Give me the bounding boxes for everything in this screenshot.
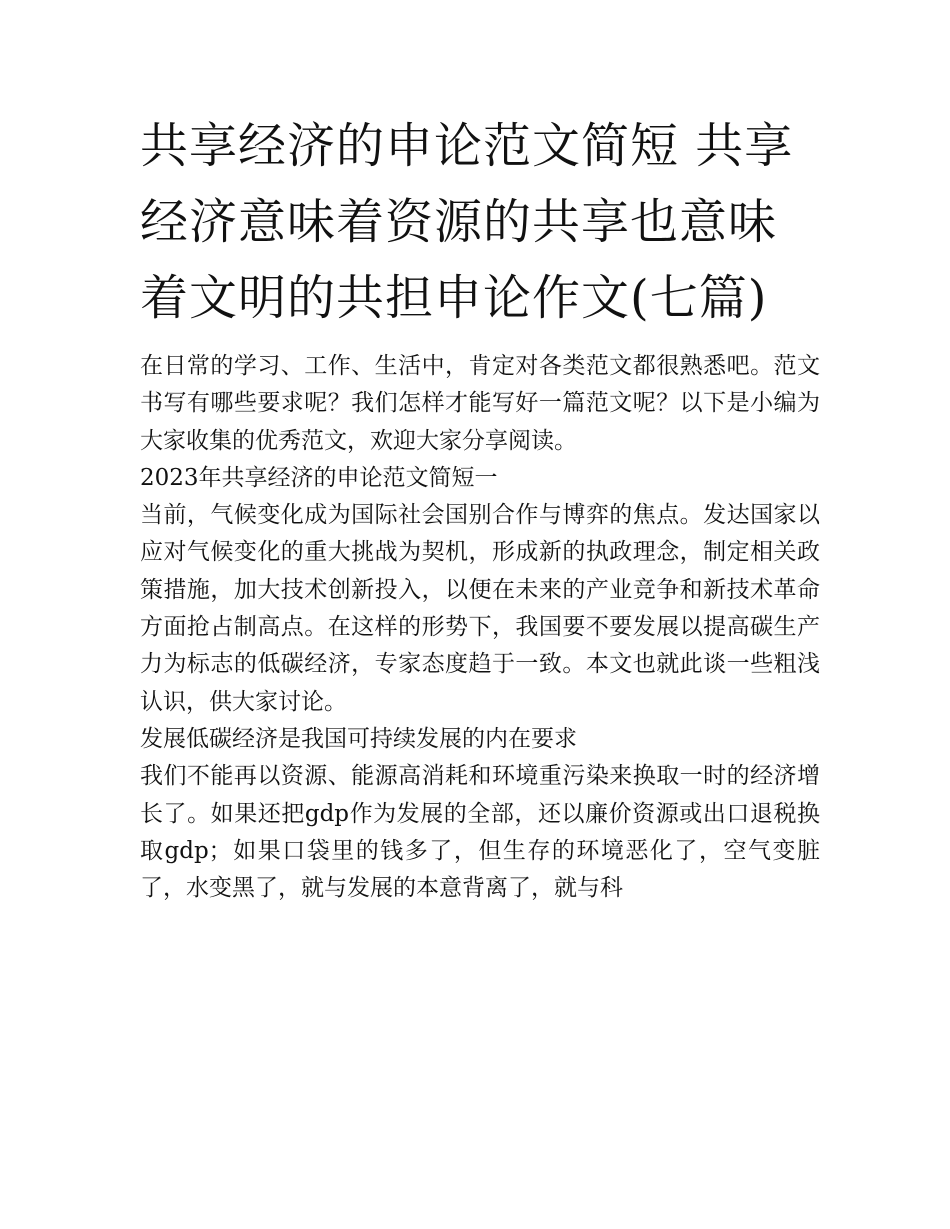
document-page bbox=[140, 108, 820, 907]
document-title: 共享经济的申论范文简短 共享经济意味着资源的共享也意味着文明的共担申论作文(七篇) bbox=[140, 118, 794, 326]
section-heading: 2023年共享经济的申论范文简短一 bbox=[140, 464, 498, 491]
intro-paragraph: 在日常的学习、工作、生活中，肯定对各类范文都很熟悉吧。范文书写有哪些要求呢？我们怎样才能写好一篇范文呢？以下是小编为大家收集的优秀范文，欢迎大家分享阅读。 bbox=[140, 353, 820, 454]
document-body bbox=[140, 348, 820, 907]
subsection-heading: 发展低碳经济是我国可持续发展的内在要求 bbox=[140, 725, 577, 752]
body-paragraph: 当前，气候变化成为国际社会国别合作与博弈的焦点。发达国家以应对气候变化的重大挑战为契机，形成新的执政理念，制定相关政策措施，加大技术创新投入，以便在未来的产业竞争和新技术革命方面抢占制高点。在这样的形势下，我国要不要发展以提高碳生产力为标志的低碳经济，专家态度趋于一致。本文也就此谈一些粗浅认识，供大家讨论。 bbox=[140, 502, 820, 715]
body-paragraph: 我们不能再以资源、能源高消耗和环境重污染来换取一时的经济增长了。如果还把gdp作为发展的全部，还以廉价资源或出口退税换取gdp；如果口袋里的钱多了，但生存的环境恶化了，空气变脏了，水变黑了，就与发展的本意背离了，就与科 bbox=[140, 763, 820, 902]
